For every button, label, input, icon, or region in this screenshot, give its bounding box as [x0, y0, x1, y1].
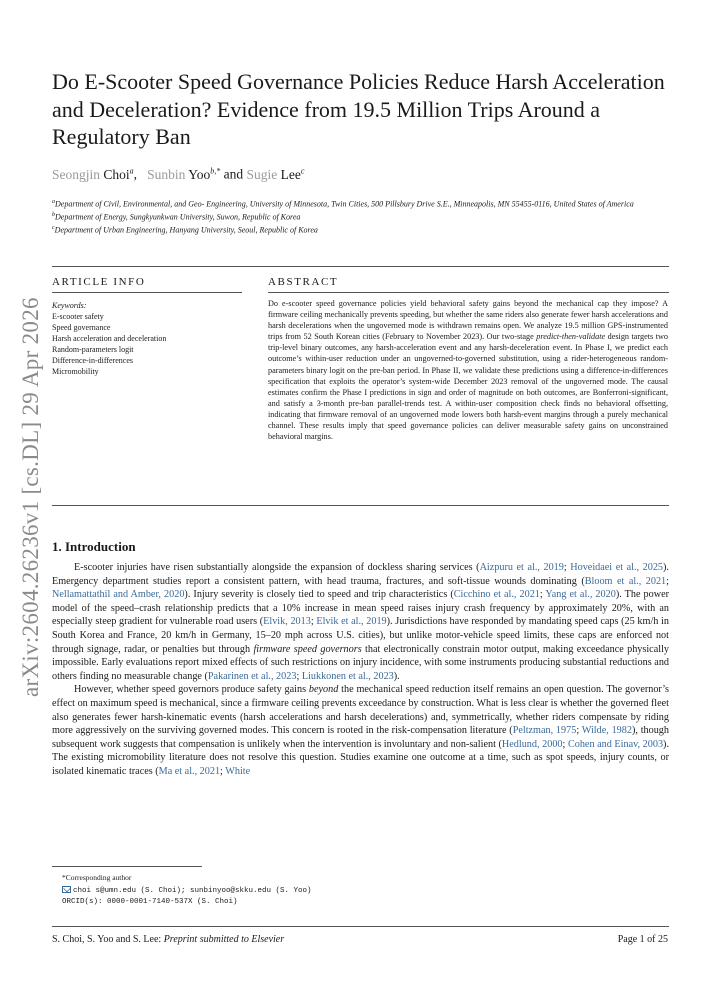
envelope-icon — [62, 886, 71, 893]
footer-divider — [52, 926, 669, 927]
author-and: and — [223, 166, 244, 182]
article-info-heading: ARTICLE INFO — [52, 276, 146, 288]
paragraph: However, whether speed governors produce safety gains beyond the mechanical speed reduction itself remains an open question. The governor’s effect on maximum speed is mechanical, since a firmware ceiling prevents exceedance by construction. What is less clear is whether the governed fleet also generates fewer harsh-kinematic events (harsh accelerations and harsh decelerations) and, symmetrically, whether riders compensate by riding more aggressively on the surviving governed modes. This concern is rooted in the risk-compensation literature (Peltzman, 1975; Wilde, 1982), though subsequent work suggests that compensation is unlikely when the intervention is involuntary and non-salient (Hedlund, 2000; Cohen and Einav, 2003). The existing micromobility literature does not resolve this question. Studies examine one outcome at a time, such as spot speeds, injury counts, or isolated kinematic traces (Ma et al., 2021; White — [52, 684, 669, 777]
citation-link[interactable]: Peltzman, 1975 — [512, 725, 577, 737]
keywords-block — [52, 300, 242, 377]
abstract-emphasis: predict-then-validate — [536, 332, 606, 342]
affiliation-list — [52, 197, 672, 236]
page-number: Page 1 of 25 — [617, 934, 668, 945]
affiliation-text: Department of Urban Engineering, Hanyang University, Seoul, Republic of Korea — [54, 225, 318, 235]
affiliation-mark: a — [52, 199, 55, 205]
citation-link[interactable]: Pakarinen et al., 2023 — [207, 670, 297, 682]
footer-authors: S. Choi, S. Yoo and S. Lee: — [52, 934, 162, 945]
citation-link[interactable]: Ma et al., 2021 — [158, 765, 221, 777]
citation-link[interactable]: Yang et al., 2020 — [545, 589, 616, 601]
affiliation-mark: a — [129, 166, 134, 175]
citation-link[interactable]: Elvik, 2013 — [263, 616, 311, 628]
affiliation-text: Department of Energy, Sungkyunkwan University, Suwon, Republic of Korea — [55, 212, 301, 222]
citation-link[interactable]: Liukkonen et al., 2023 — [301, 670, 394, 682]
citation-link[interactable]: Cohen and Einav, 2003 — [567, 738, 664, 750]
author[interactable] — [52, 167, 134, 182]
keyword: Random-parameters logit — [52, 345, 134, 354]
keyword: Speed governance — [52, 323, 111, 332]
citation-link[interactable]: Nellamattathil and Amber, 2020 — [52, 589, 185, 601]
affiliation — [52, 223, 672, 236]
email-addresses[interactable]: choi s@umn.edu (S. Choi); sunbinyoo@skku.edu (S. Yoo) — [73, 886, 312, 895]
author-given-name: Seongjin — [52, 166, 101, 182]
affiliation-mark: b — [52, 212, 55, 219]
citation-link[interactable]: Aizpuru et al., 2019 — [479, 562, 564, 573]
abstract-bottom-divider — [52, 505, 669, 506]
author[interactable] — [147, 167, 220, 182]
footnote-divider — [52, 866, 202, 867]
abstract-divider — [268, 292, 669, 293]
affiliation — [52, 197, 672, 210]
abstract-text: Do e-scooter speed governance policies yield behavioral safety gains beyond the mechanical cap they impose? A firmware ceiling mechanically prevents speeding, but whether the same riders also generate fewer harsh accelerations and harsh decelerations when the ungoverned mode is withdrawn remains open. We analyze 19.5 million GPS-instrumented trips from 52 South Korean cities (February to November 2023). Our two-stage predict-then-validate design targets two trip-level binary outcomes, any harsh-acceleration event and any harsh-deceleration event. In Phase I, we predict each outcome’s within-user reduction under an ungoverned-to-governed substitution, using a rider-heterogeneous random-parameters binary logit on the pre-ban period. In Phase II, we validate these predictions using a difference-in-differences specification that exploits the operator’s system-wide December 2023 removal of the ungoverned mode. The causal estimates confirm the Phase I predictions in sign and order of magnitude on both outcomes, are Bonferroni-significant, and satisfy a 3-month pre-ban parallel-trends test. A within-user composition check finds no behavioral offsetting, indicating that firmware removal of an ungoverned mode lowers both harsh-event margins through a purely mechanical channel. These results imply that speed governance policies can deliver measurable safety gains on unconstrained behavioral margins. — [268, 299, 668, 442]
abstract-heading: ABSTRACT — [268, 276, 339, 288]
affiliation-mark: c — [300, 166, 305, 175]
author-family-name: Lee — [280, 166, 301, 182]
keyword: Harsh acceleration and deceleration — [52, 334, 167, 343]
article-info-divider — [52, 292, 242, 293]
keyword: Micromobility — [52, 367, 99, 376]
footnote — [62, 872, 662, 909]
keyword: E-scooter safety — [52, 312, 104, 321]
author[interactable] — [246, 167, 304, 182]
author-given-name: Sunbin — [147, 166, 186, 182]
header-divider — [52, 266, 669, 267]
orcid-line: ORCID(s): 0000-0001-7140-537X (S. Choi) — [62, 898, 238, 906]
arxiv-identifier-stamp: arXiv:2604.26236v1 [cs.DL] 29 Apr 2026 — [18, 297, 43, 697]
keywords-label: Keywords: — [52, 301, 87, 310]
author-list: Seongjin Choi$^a$, Sunbin Yoo$^{b,*}$ and Sugie Lee$^c$ — [52, 166, 305, 182]
section-heading-introduction: 1. Introduction — [52, 539, 136, 554]
footer-venue: Preprint submitted to Elsevier — [163, 934, 285, 945]
paragraph: E-scooter injuries have risen substantially alongside the expansion of dockless sharing services (Aizpuru et al., 2019; Hoveidaei et al., 2025). Emergency department studies report a consistent pattern, with head trauma, fractures, and soft-tissue wounds dominating (Bloom et al., 2021; Nellamattathil and Amber, 2020). Injury severity is closely tied to speed and trip characteristics (Cicchino et al., 2021; Yang et al., 2020). The power model of the speed–crash relationship predicts that a 10% increase in mean speed raises injury crash frequency by approximately 20%, with an especially steep gradient for vulnerable road users (Elvik, 2013; Elvik et al., 2019). Jurisdictions have responded by mandating speed caps (25 km/h in South Korea and France, 20 km/h in Germany, 15–20 mph across U.S. cities), but unlike motor-vehicle speed limits, these caps are enforced not through signage, radar, or penalties but through firmware speed governors that electronically constrain motor output, making exceedance physically impossible. Early evaluations report mixed effects of such restrictions on injury incidence, with some instruments producing substantial reductions and others finding no measurable change (Pakarinen et al., 2023; Liukkonen et al., 2023). — [52, 562, 669, 682]
citation-link[interactable]: Hedlund, 2000 — [501, 738, 563, 750]
emphasis: beyond — [308, 684, 339, 696]
email-line — [62, 884, 662, 898]
author-family-name: Yoo — [188, 166, 211, 182]
introduction-body — [52, 561, 669, 779]
affiliation-text: Department of Civil, Environmental, and Geo- Engineering, University of Minnesota, Twin Cities, 500 Pillsbury Drive S.E., Minneapolis, MN 55455-0116, United States of America — [55, 199, 634, 209]
affiliation-mark: b,* — [210, 166, 221, 175]
citation-link[interactable]: White — [225, 765, 251, 777]
affiliation — [52, 210, 672, 223]
citation-link[interactable]: Bloom et al., 2021 — [584, 575, 667, 587]
emphasis: firmware speed governors — [253, 643, 362, 655]
paper-title: Do E-Scooter Speed Governance Policies Reduce Harsh Acceleration and Deceleration? Evidence from 19.5 Million Trips Around a Regulatory Ban — [52, 69, 665, 149]
author-given-name: Sugie — [246, 166, 278, 182]
citation-link[interactable]: Hoveidaei et al., 2025 — [570, 562, 664, 573]
keyword: Difference-in-differences — [52, 356, 133, 365]
corresponding-author-note: *Corresponding author — [62, 873, 132, 882]
citation-link[interactable]: Wilde, 1982 — [581, 725, 632, 737]
affiliation-mark: c — [52, 225, 55, 232]
running-footer — [52, 934, 284, 945]
author-family-name: Choi — [103, 166, 130, 182]
citation-link[interactable]: Elvik et al., 2019 — [316, 616, 387, 628]
citation-link[interactable]: Cicchino et al., 2021 — [453, 589, 540, 601]
